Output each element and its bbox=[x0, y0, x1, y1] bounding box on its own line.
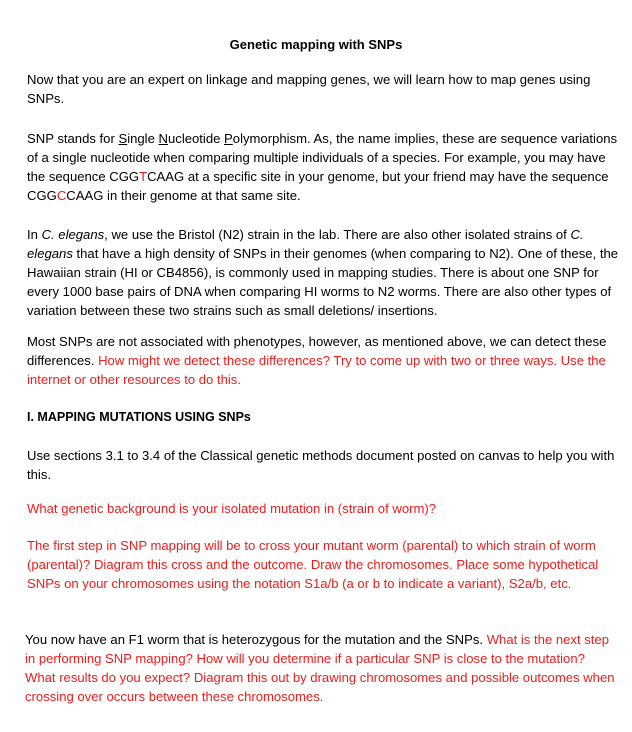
background-question: What genetic background is your isolated mutation in (strain of worm)? bbox=[27, 501, 437, 516]
snp-base-highlight: C bbox=[56, 188, 67, 203]
detect-paragraph: Most SNPs are not associated with phenotypes, however, as mentioned above, we can detect these differences. How might we detect these differences? Try to come up with two or three ways. Use the internet or other resources to do this. bbox=[27, 334, 607, 387]
detect-question: How might we detect these differences? Try to come up with two or three ways. Use the internet or other resources to do this. bbox=[27, 353, 606, 387]
sections-note-paragraph: Use sections 3.1 to 3.4 of the Classical genetic methods document posted on canvas to help you with this. bbox=[27, 448, 615, 482]
f1-question: What is the next step in performing SNP mapping? How will you determine if a particular SNP is close to the mutation? What results do you expect? Diagram this out by drawing chromosomes and possible outcomes when crossing over occurs between these chromosomes. bbox=[25, 632, 615, 704]
document-title: Genetic mapping with SNPs bbox=[229, 37, 403, 52]
snp-definition-paragraph: SNP stands for Single Nucleotide Polymorphism. As, the name implies, these are sequence variations of a single nucleotide when comparing multiple individuals of a species. For example, you may have the sequence CGGTCAAG at a specific site in your genome, but your friend may have the sequence CGGCCAAG in their genome at that same site. bbox=[27, 131, 618, 203]
strains-paragraph: In C. elegans, we use the Bristol (N2) strain in the lab. There are also other isolated strains of C. elegans that have a high density of SNPs in their genomes (when comparing to N2). One of these, the Hawaiian strain (HI or CB4856), is commonly used in mapping studies. There is about one SNP for every 1000 base pairs of DNA when comparing HI worms to N2 worms. There are also other types of variation between these two strains such as small deletions/ insertions. bbox=[27, 227, 619, 318]
species-name: C. elegans bbox=[41, 227, 105, 242]
intro-paragraph: Now that you are an expert on linkage and mapping genes, we will learn how to map genes using SNPs. bbox=[27, 72, 591, 106]
first-step-question: The first step in SNP mapping will be to cross your mutant worm (parental) to which strain of worm (parental)? Diagram this cross and the outcome. Draw the chromosomes. Place some hypothetical SNPs on your chromosomes using the notation S1a/b (a or b to indicate a variant), S2a/b, etc. bbox=[27, 538, 599, 591]
f1-paragraph: You now have an F1 worm that is heterozygous for the mutation and the SNPs. What is the next step in performing SNP mapping? How will you determine if a particular SNP is close to the mutation? What results do you expect? Diagram this out by drawing chromosomes and possible outcomes when crossing over occurs between these chromosomes. bbox=[25, 632, 615, 704]
snp-base-highlight: T bbox=[139, 169, 148, 184]
section-heading: I. MAPPING MUTATIONS USING SNPs bbox=[27, 410, 251, 424]
species-name: C. elegans bbox=[27, 227, 584, 261]
